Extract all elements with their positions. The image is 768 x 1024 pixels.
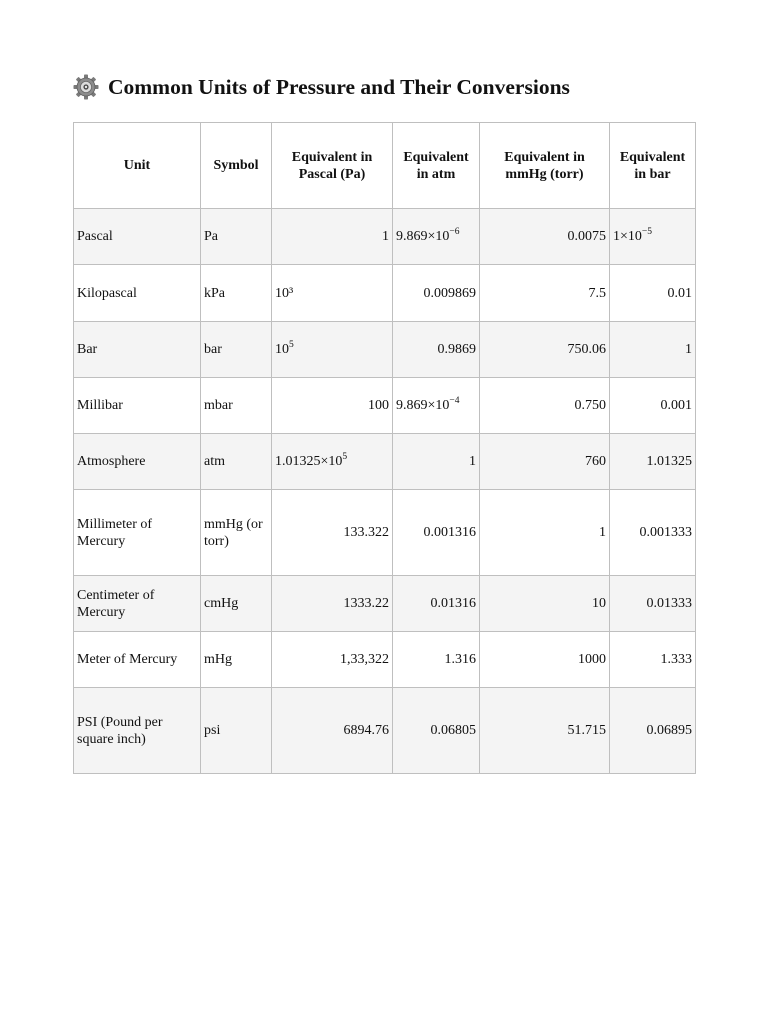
cell-unit: PSI (Pound per square inch) [74,688,201,774]
table-row [74,688,696,774]
cell-bar: 0.01 [610,265,696,322]
cell-bar: 0.01333 [610,576,696,632]
cell-atm: 0.01316 [393,576,480,632]
cell-atm: $9.869\times 10^{-4}$ [393,378,480,434]
table-row [74,378,696,434]
cell-pascal: $10^5$ [272,322,393,378]
cell-bar: 0.001333 [610,490,696,576]
table-row [74,322,696,378]
cell-symbol: mmHg (or torr) [201,490,272,576]
cell-symbol: kPa [201,265,272,322]
cell-atm: 0.06805 [393,688,480,774]
header-mmhg: Equivalent in mmHg (torr) [480,123,610,209]
header-bar: Equivalent in bar [610,123,696,209]
cell-mmhg: 750.06 [480,322,610,378]
cell-mmhg: 51.715 [480,688,610,774]
cell-symbol: cmHg [201,576,272,632]
header-row [74,123,696,209]
cell-unit: Meter of Mercury [74,632,201,688]
cell-mmhg: 0.0075 [480,209,610,265]
cell-mmhg: 10 [480,576,610,632]
cell-atm: $9.869\times 10^{-6}$ [393,209,480,265]
cell-atm: 0.009869 [393,265,480,322]
cell-bar: 1.01325 [610,434,696,490]
cell-symbol: atm [201,434,272,490]
table-row [74,632,696,688]
header-atm: Equivalent in atm [393,123,480,209]
cell-pascal: $1.01325\times 10^5$ [272,434,393,490]
cell-atm: 1 [393,434,480,490]
cell-bar: 1 [610,322,696,378]
cell-mmhg: 1000 [480,632,610,688]
cell-unit: Millimeter of Mercury [74,490,201,576]
cell-unit: Bar [74,322,201,378]
cell-pascal: 1 [272,209,393,265]
cell-unit: Pascal [74,209,201,265]
cell-atm: 1.316 [393,632,480,688]
cell-symbol: psi [201,688,272,774]
cell-mmhg: 0.750 [480,378,610,434]
cell-symbol: mbar [201,378,272,434]
cell-symbol: mHg [201,632,272,688]
cell-atm: 0.9869 [393,322,480,378]
cell-bar: 0.06895 [610,688,696,774]
table-row [74,209,696,265]
cell-mmhg: 7.5 [480,265,610,322]
cell-bar: 0.001 [610,378,696,434]
cell-mmhg: 1 [480,490,610,576]
cell-unit: Kilopascal [74,265,201,322]
cell-pascal: 1333.22 [272,576,393,632]
header-symbol: Symbol [201,123,272,209]
cell-unit: Atmosphere [74,434,201,490]
table-row [74,576,696,632]
header-pascal: Equivalent in Pascal (Pa) [272,123,393,209]
page-title: Common Units of Pressure and Their Conversions [108,74,570,99]
cell-unit: Millibar [74,378,201,434]
pressure-conversion-table [73,122,696,774]
cell-pascal: 1,33,322 [272,632,393,688]
cell-pascal: 100 [272,378,393,434]
cell-bar: $1\times 10^{-5}$ [610,209,696,265]
title-row [73,72,570,102]
gear-icon [73,74,99,100]
cell-symbol: Pa [201,209,272,265]
cell-pascal: 6894.76 [272,688,393,774]
table-row [74,434,696,490]
cell-symbol: bar [201,322,272,378]
table-row [74,490,696,576]
cell-bar: 1.333 [610,632,696,688]
cell-pascal: 133.322 [272,490,393,576]
cell-mmhg: 760 [480,434,610,490]
cell-atm: 0.001316 [393,490,480,576]
header-unit: Unit [74,123,201,209]
cell-unit: Centimeter of Mercury [74,576,201,632]
cell-pascal: 10³ [272,265,393,322]
table-row [74,265,696,322]
